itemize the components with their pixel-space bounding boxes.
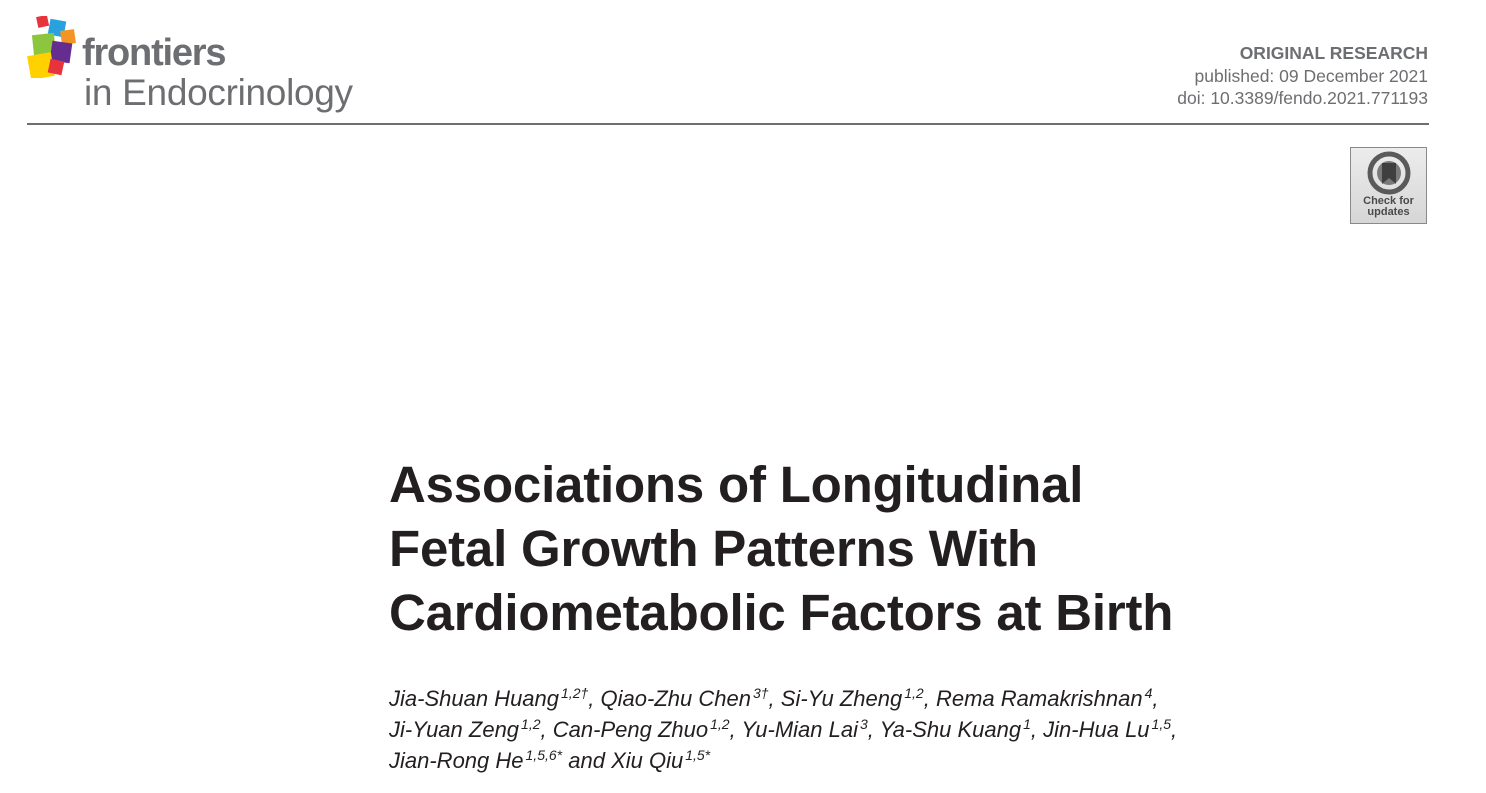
author-separator: , xyxy=(1171,717,1178,742)
check-for-updates-label xyxy=(1351,196,1426,218)
author-name: Jin-Hua Lu xyxy=(1043,717,1150,742)
author-affiliation: 1,2† xyxy=(561,685,589,701)
article-type: ORIGINAL RESEARCH xyxy=(1239,43,1428,63)
author-separator: , xyxy=(1152,686,1159,711)
author-separator: , xyxy=(867,717,874,742)
check-for-updates-badge[interactable] xyxy=(1350,147,1427,224)
author-separator: , xyxy=(588,686,595,711)
article-title xyxy=(389,453,1429,645)
author-affiliation: 1,5* xyxy=(685,747,711,763)
check-for-updates-icon xyxy=(1367,151,1411,195)
article-meta xyxy=(1177,42,1428,110)
journal-brand-name: frontiers xyxy=(82,32,226,74)
author-affiliation: 1,5,6* xyxy=(525,747,563,763)
author-separator: , xyxy=(768,686,775,711)
author-name: Jia-Shuan Huang xyxy=(389,686,560,711)
title-line: Associations of Longitudinal xyxy=(389,456,1084,513)
author[interactable] xyxy=(553,717,736,742)
author-name: Ji-Yuan Zeng xyxy=(389,717,520,742)
author-name: Rema Ramakrishnan xyxy=(935,686,1143,711)
check-for-updates-line2: updates xyxy=(1367,206,1410,218)
author-affiliation: 1,2 xyxy=(904,685,924,701)
author-name: Si-Yu Zheng xyxy=(780,686,903,711)
journal-logo[interactable] xyxy=(27,16,387,116)
author-separator: , xyxy=(729,717,736,742)
author-affiliation: 1,5 xyxy=(1151,716,1172,732)
author[interactable] xyxy=(1043,717,1177,742)
author-list xyxy=(389,683,1449,776)
author[interactable] xyxy=(389,686,594,711)
author[interactable] xyxy=(389,717,547,742)
author-affiliation: 1,2 xyxy=(710,716,730,732)
author-name: Jian-Rong He xyxy=(389,748,524,773)
header-divider xyxy=(27,123,1429,125)
journal-subtitle: in Endocrinology xyxy=(84,72,353,113)
title-line: Fetal Growth Patterns With xyxy=(389,520,1038,577)
author[interactable] xyxy=(601,686,775,711)
author-name: Ya-Shu Kuang xyxy=(879,717,1022,742)
title-line: Cardiometabolic Factors at Birth xyxy=(389,584,1174,641)
author-affiliation: 3† xyxy=(752,685,769,701)
author-affiliation: 1,2 xyxy=(521,716,541,732)
author[interactable] xyxy=(781,686,930,711)
author-name: Xiu Qiu xyxy=(611,748,684,773)
author-affiliation: 3 xyxy=(859,716,868,732)
author-separator: , xyxy=(923,686,930,711)
doi[interactable]: doi: 10.3389/fendo.2021.771193 xyxy=(1177,88,1428,108)
author-separator: and xyxy=(562,748,605,773)
author-name: Qiao-Zhu Chen xyxy=(600,686,751,711)
author-separator: , xyxy=(1030,717,1038,742)
check-for-updates-line1: Check for xyxy=(1363,195,1414,207)
frontiers-cube-logo-icon xyxy=(27,16,79,78)
author[interactable] xyxy=(611,748,710,773)
author[interactable] xyxy=(741,717,874,742)
author-affiliation: 4 xyxy=(1144,685,1153,701)
author[interactable] xyxy=(880,717,1037,742)
author-name: Yu-Mian Lai xyxy=(741,717,858,742)
published-date: published: 09 December 2021 xyxy=(1194,65,1428,86)
author-separator: , xyxy=(540,717,547,742)
author[interactable] xyxy=(389,748,605,773)
author[interactable] xyxy=(936,686,1159,711)
author-affiliation: 1 xyxy=(1023,716,1031,732)
author-name: Can-Peng Zhuo xyxy=(552,717,709,742)
